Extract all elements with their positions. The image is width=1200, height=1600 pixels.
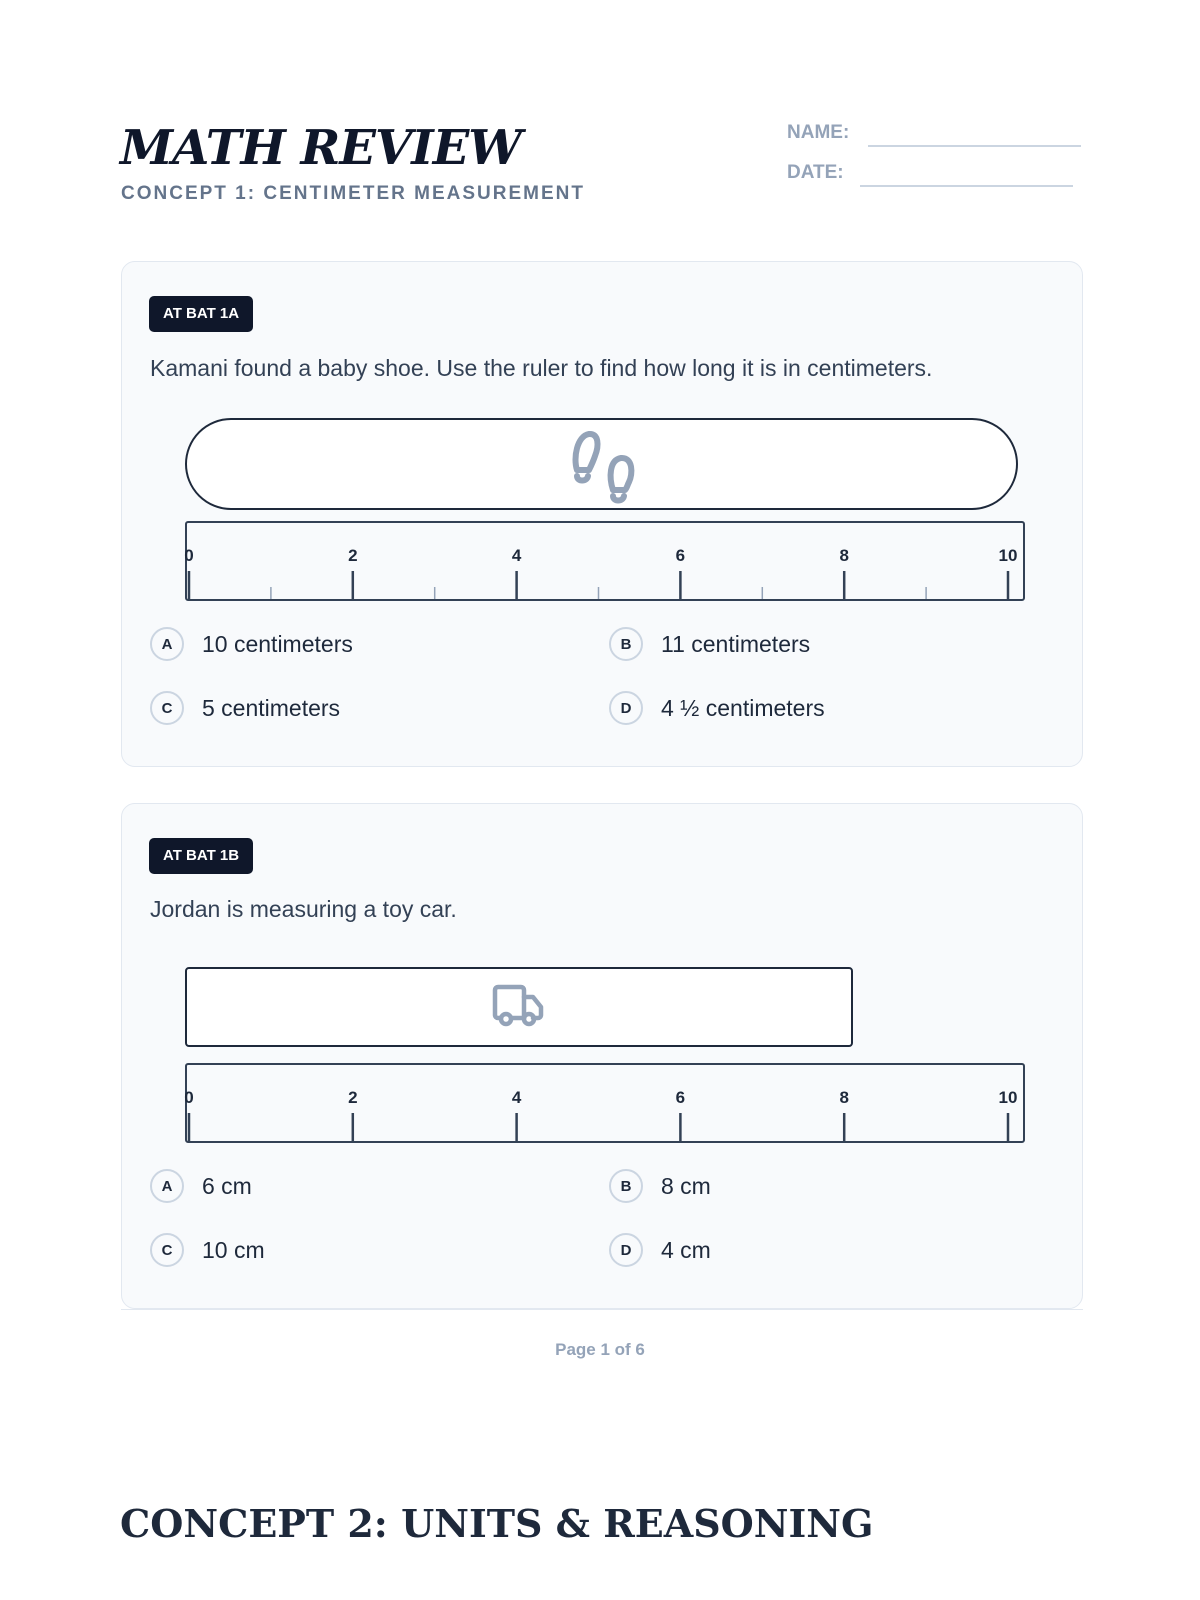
choice-c[interactable] xyxy=(150,691,340,725)
ruler-label: 4 xyxy=(511,1087,521,1107)
name-field-line[interactable] xyxy=(868,145,1081,147)
choice-letter-a[interactable]: A xyxy=(150,627,184,661)
choice-letter-d[interactable]: D xyxy=(609,1233,643,1267)
truck-icon xyxy=(492,984,546,1030)
ruler-label: 6 xyxy=(675,545,685,565)
choice-text-a[interactable]: 10 centimeters xyxy=(202,630,353,657)
choice-letter-a[interactable]: A xyxy=(150,1169,184,1203)
question-prompt: Jordan is measuring a toy car. xyxy=(150,896,457,922)
ruler-label: 8 xyxy=(838,545,849,565)
choice-d[interactable] xyxy=(609,691,825,725)
choice-letter-c[interactable]: C xyxy=(150,1233,184,1267)
question-badge: AT BAT 1A xyxy=(149,296,253,332)
choice-text-c[interactable]: 10 cm xyxy=(202,1236,265,1263)
question-card-1b xyxy=(121,803,1083,1309)
question-prompt: Kamani found a baby shoe. Use the ruler to find how long it is in centimeters. xyxy=(150,355,933,381)
worksheet-subtitle: CONCEPT 1: CENTIMETER MEASUREMENT xyxy=(121,183,585,204)
choice-b[interactable] xyxy=(609,627,810,661)
choice-text-c[interactable]: 5 centimeters xyxy=(202,694,341,721)
question-badge: AT BAT 1B xyxy=(149,838,253,874)
ruler-label: 4 xyxy=(511,545,521,565)
worksheet-title: MATH REVIEW xyxy=(120,120,522,176)
ruler-label: 0 xyxy=(183,545,194,565)
date-label: DATE: xyxy=(787,162,844,183)
ruler-label: 6 xyxy=(675,1087,685,1107)
ruler-label: 0 xyxy=(183,1087,194,1107)
choice-text-b[interactable]: 8 cm xyxy=(661,1172,711,1199)
ruler-label: 10 xyxy=(998,1087,1017,1107)
ruler-ticks xyxy=(185,1063,1025,1143)
ruler-label: 10 xyxy=(998,545,1017,565)
page-number: Page 1 of 6 xyxy=(555,1340,645,1359)
ruler-ticks xyxy=(185,521,1025,601)
name-label: NAME: xyxy=(787,122,850,143)
choice-text-a[interactable]: 6 cm xyxy=(202,1172,252,1199)
choice-text-b[interactable]: 11 centimeters xyxy=(661,630,811,657)
choice-a[interactable] xyxy=(150,1169,252,1203)
choice-text-d[interactable]: 4 ½ centimeters xyxy=(661,694,825,721)
choice-letter-d[interactable]: D xyxy=(609,691,643,725)
choice-letter-b[interactable]: B xyxy=(609,627,643,661)
choice-a[interactable] xyxy=(150,627,353,661)
centimeter-ruler xyxy=(185,1063,1025,1143)
centimeter-ruler xyxy=(185,521,1025,601)
choice-d[interactable] xyxy=(609,1233,711,1267)
question-card-1a xyxy=(121,261,1083,767)
choice-letter-b[interactable]: B xyxy=(609,1169,643,1203)
ruler-label: 2 xyxy=(347,545,358,565)
footer-divider xyxy=(121,1309,1083,1310)
footprints-icon xyxy=(567,424,637,504)
ruler-label: 2 xyxy=(347,1087,358,1107)
date-field-line[interactable] xyxy=(860,185,1073,187)
choice-letter-c[interactable]: C xyxy=(150,691,184,725)
ruler-label: 8 xyxy=(838,1087,849,1107)
toy-car-object xyxy=(185,967,853,1047)
next-section-title: CONCEPT 2: UNITS & REASONING xyxy=(120,1501,874,1546)
choice-text-d[interactable]: 4 cm xyxy=(661,1236,711,1263)
choice-b[interactable] xyxy=(609,1169,711,1203)
choice-c[interactable] xyxy=(150,1233,265,1267)
baby-shoe-object xyxy=(185,418,1018,510)
